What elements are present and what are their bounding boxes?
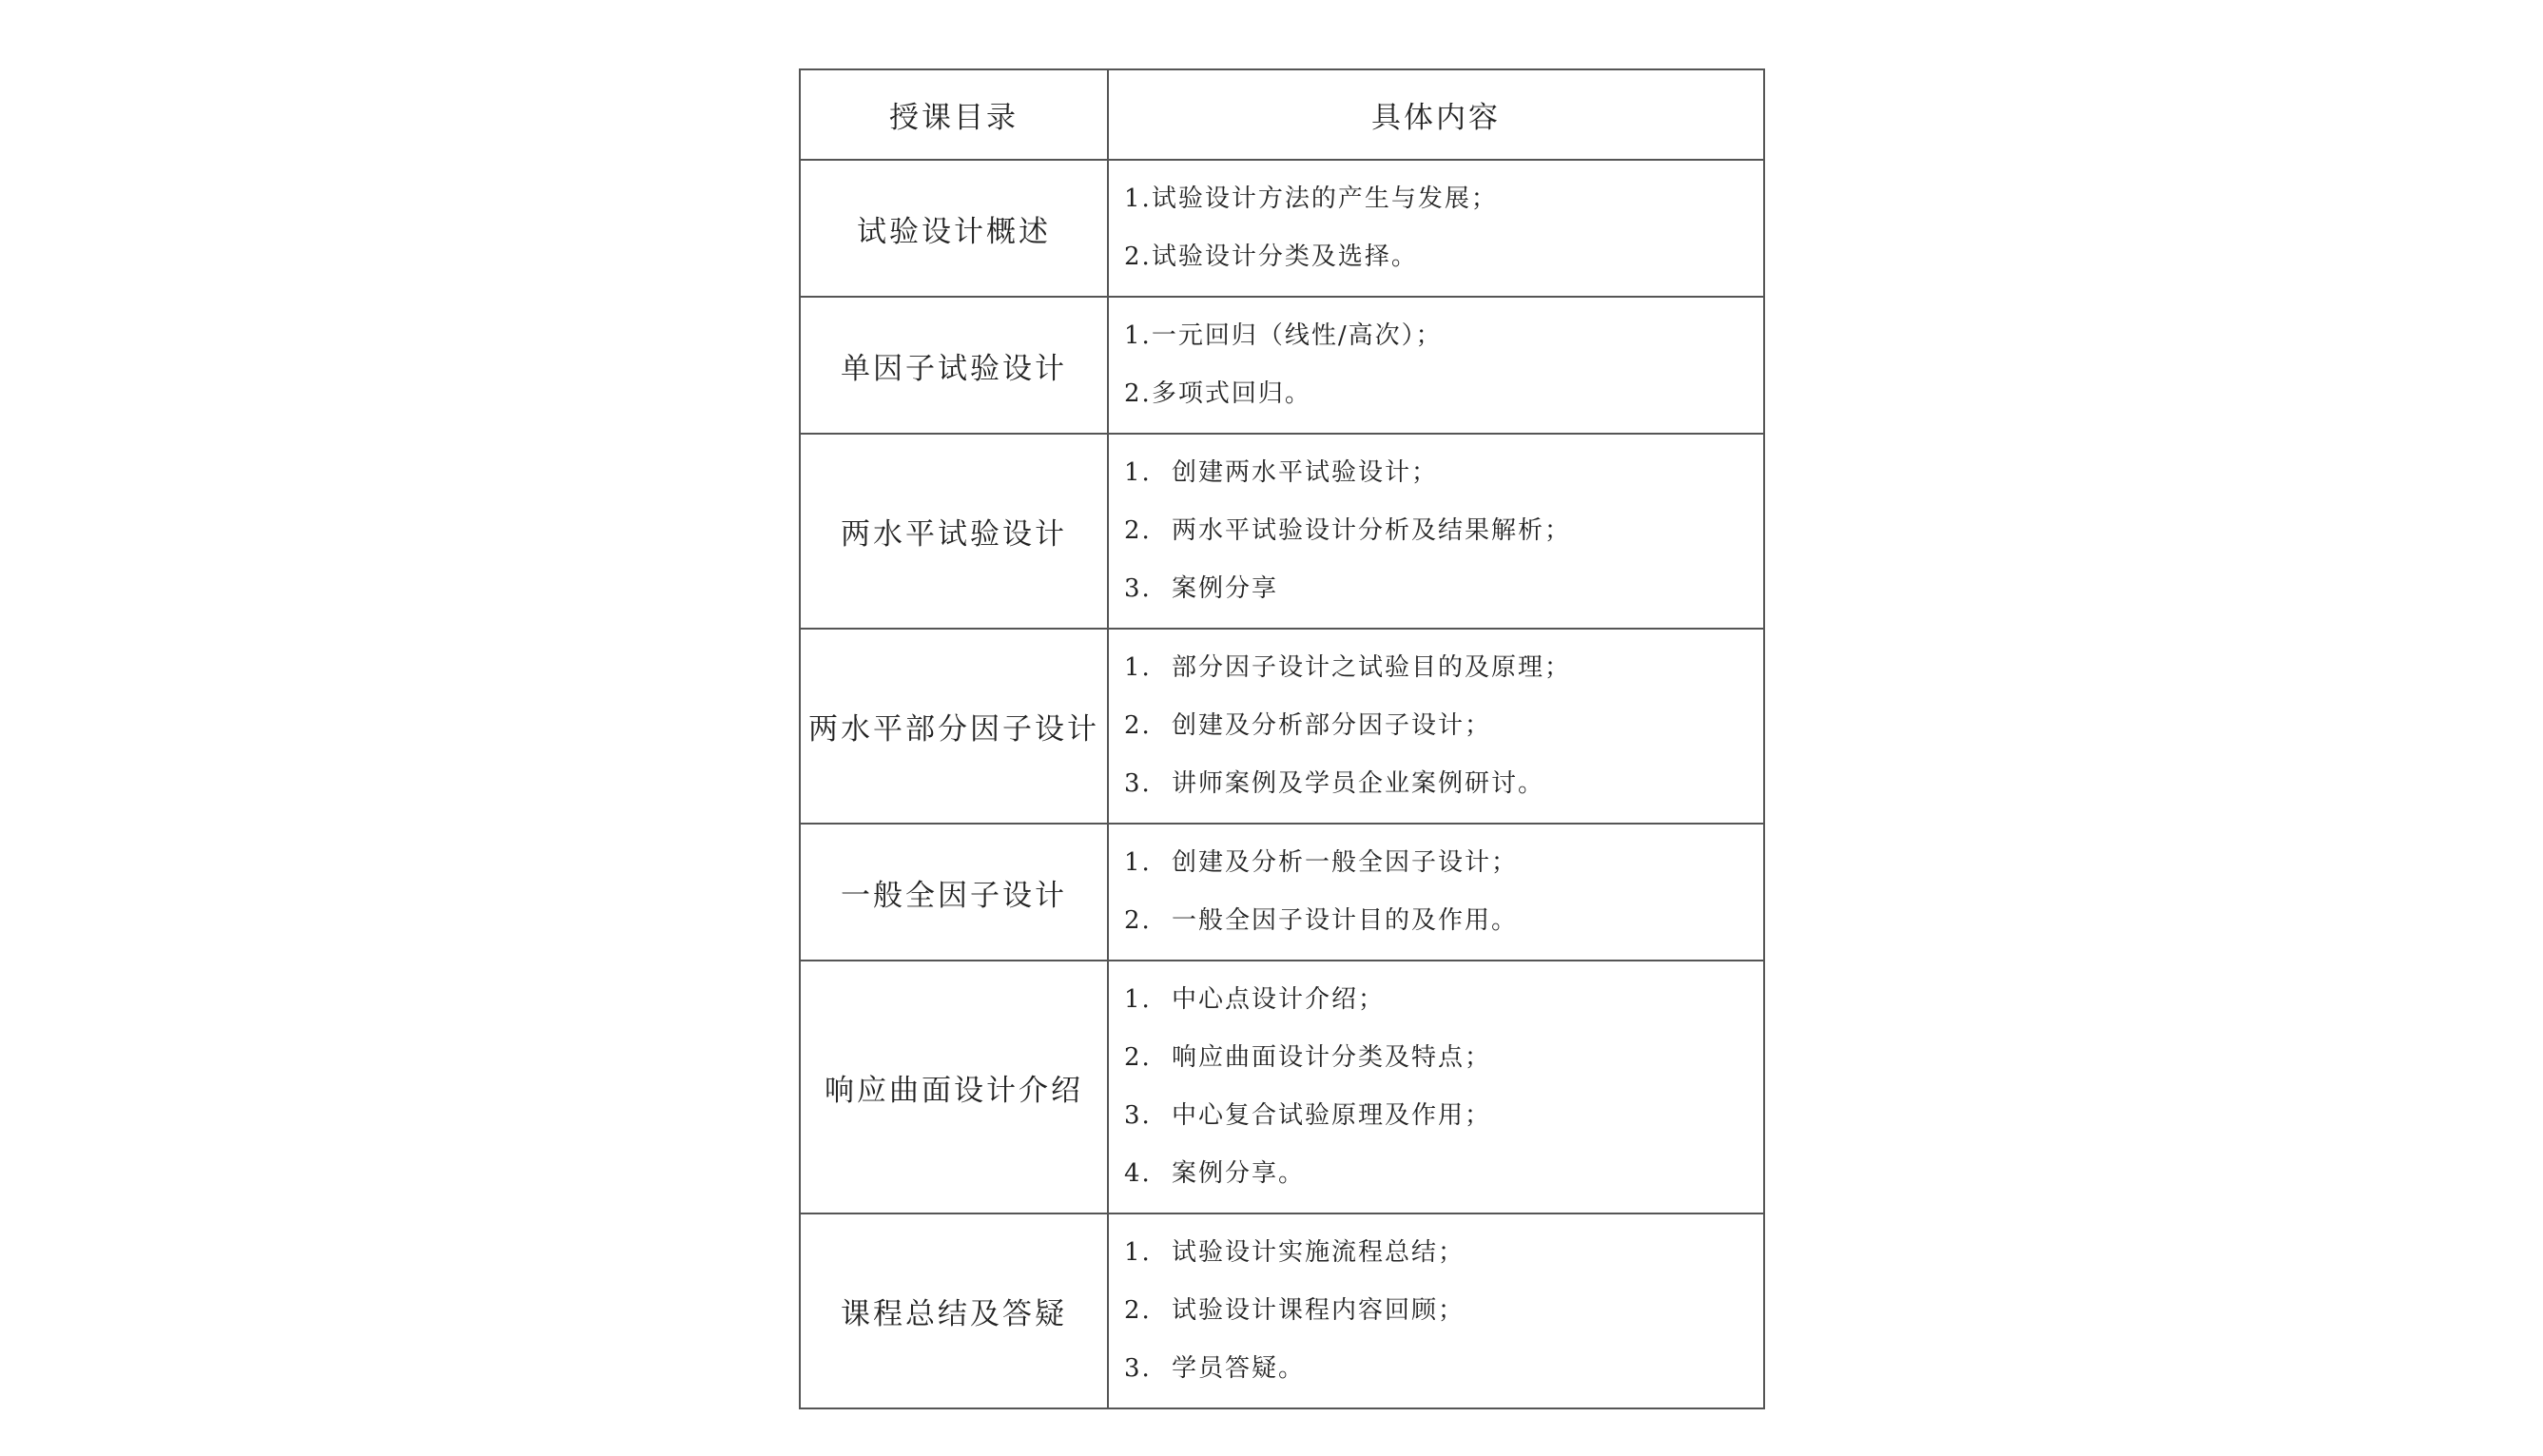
list-item-text: 创建及分析一般全因子设计； (1172, 848, 1519, 877)
list-item-text: 中心点设计介绍； (1172, 985, 1386, 1014)
content-list-item (1109, 1029, 1763, 1087)
list-item-text: 讲师案例及学员企业案例研讨。 (1172, 769, 1545, 798)
content-list-item (1109, 560, 1763, 618)
header-specific-content: 具体内容 (1108, 69, 1764, 160)
list-item-number: 1. (1124, 1238, 1152, 1267)
list-item-number: 1. (1124, 184, 1152, 213)
course-outline-table (799, 68, 1765, 1409)
table-row (800, 1213, 1764, 1408)
list-item-text: 中心复合试验原理及作用； (1172, 1101, 1492, 1130)
content-list-item (1109, 755, 1763, 813)
module-content-cell (1108, 434, 1764, 629)
list-item-text: 两水平试验设计分析及结果解析； (1172, 516, 1572, 545)
module-name-cell: 两水平部分因子设计 (800, 629, 1108, 824)
module-name-cell: 课程总结及答疑 (800, 1213, 1108, 1408)
list-item-number: 1. (1124, 653, 1152, 682)
content-list-item (1109, 502, 1763, 560)
content-list-item (1109, 834, 1763, 892)
content-list-item (1109, 170, 1763, 228)
table-row (800, 160, 1764, 297)
content-list-item (1109, 1282, 1763, 1340)
list-item-text: 多项式回归。 (1151, 379, 1311, 408)
list-item-number: 3. (1124, 574, 1152, 603)
content-list-item (1109, 228, 1763, 286)
list-item-number: 3. (1124, 1354, 1152, 1383)
list-item-number: 4. (1124, 1159, 1152, 1188)
header-course-catalog: 授课目录 (800, 69, 1108, 160)
list-item-text: 一元回归（线性/高次）； (1151, 321, 1443, 350)
module-content-cell (1108, 297, 1764, 434)
content-list-item (1109, 1224, 1763, 1282)
content-list-item (1109, 892, 1763, 950)
module-name-cell: 两水平试验设计 (800, 434, 1108, 629)
table-body (800, 160, 1764, 1408)
list-item-text: 案例分享 (1172, 574, 1279, 603)
table-row (800, 297, 1764, 434)
list-item-number: 2. (1124, 711, 1152, 740)
module-content-cell (1108, 160, 1764, 297)
content-list-item (1109, 1145, 1763, 1203)
list-item-text: 部分因子设计之试验目的及原理； (1172, 653, 1572, 682)
list-item-text: 创建两水平试验设计； (1172, 458, 1439, 487)
list-item-text: 创建及分析部分因子设计； (1172, 711, 1492, 740)
list-item-text: 试验设计课程内容回顾； (1172, 1296, 1466, 1325)
list-item-text: 试验设计方法的产生与发展； (1151, 184, 1498, 213)
module-name-cell: 试验设计概述 (800, 160, 1108, 297)
list-item-number: 1. (1124, 985, 1152, 1014)
module-content-cell (1108, 1213, 1764, 1408)
table-header-row (800, 69, 1764, 160)
list-item-number: 2. (1124, 1043, 1152, 1072)
module-name-cell: 响应曲面设计介绍 (800, 961, 1108, 1213)
module-content-cell (1108, 824, 1764, 961)
list-item-number: 3. (1124, 1101, 1152, 1130)
content-list-item (1109, 365, 1763, 423)
table-row (800, 629, 1764, 824)
list-item-number: 2. (1124, 1296, 1152, 1325)
list-item-number: 3. (1124, 769, 1152, 798)
content-list-item (1109, 697, 1763, 755)
table-row (800, 961, 1764, 1213)
list-item-text: 案例分享。 (1172, 1159, 1306, 1188)
table-row (800, 824, 1764, 961)
list-item-number: 2. (1124, 243, 1152, 271)
module-content-cell (1108, 629, 1764, 824)
list-item-number: 2. (1124, 906, 1152, 935)
list-item-text: 响应曲面设计分类及特点； (1172, 1043, 1492, 1072)
content-list-item (1109, 1087, 1763, 1145)
content-list-item (1109, 971, 1763, 1029)
list-item-text: 试验设计分类及选择。 (1151, 243, 1418, 271)
module-name-cell: 一般全因子设计 (800, 824, 1108, 961)
content-list-item (1109, 639, 1763, 697)
list-item-number: 1. (1124, 321, 1152, 350)
content-list-item (1109, 1340, 1763, 1398)
module-content-cell (1108, 961, 1764, 1213)
list-item-number: 2. (1124, 379, 1152, 408)
list-item-text: 一般全因子设计目的及作用。 (1172, 906, 1519, 935)
module-name-cell: 单因子试验设计 (800, 297, 1108, 434)
content-list-item (1109, 307, 1763, 365)
list-item-text: 学员答疑。 (1172, 1354, 1306, 1383)
list-item-text: 试验设计实施流程总结； (1172, 1238, 1466, 1267)
list-item-number: 2. (1124, 516, 1152, 545)
content-list-item (1109, 444, 1763, 502)
list-item-number: 1. (1124, 458, 1152, 487)
table-row (800, 434, 1764, 629)
list-item-number: 1. (1124, 848, 1152, 877)
